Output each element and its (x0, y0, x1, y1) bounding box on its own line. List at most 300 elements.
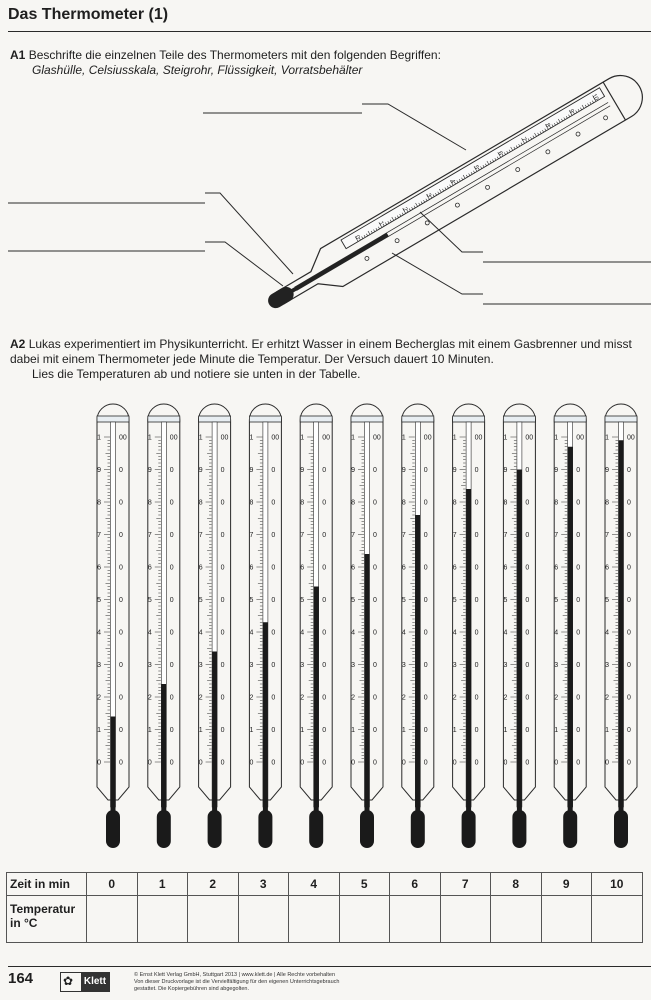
thermometer-10 (605, 404, 637, 848)
thermometer-row (0, 392, 651, 862)
scale-label: 0 (322, 532, 327, 539)
scale-label: 4 (97, 629, 101, 637)
scale-label: 00 (576, 434, 584, 442)
scale-label: 8 (97, 499, 101, 507)
scale-label: 0 (147, 759, 152, 767)
scale-label: 0 (119, 467, 123, 474)
scale-label: 5 (249, 597, 254, 604)
scale-label: 1 (198, 434, 203, 442)
scale-label: 2 (401, 694, 406, 702)
scale-label: 0 (423, 759, 428, 767)
temperature-input-cell[interactable] (137, 896, 188, 943)
scale-label: 9 (97, 467, 101, 474)
scale-label: 7 (401, 532, 406, 539)
thermometer-7 (453, 404, 485, 848)
task-a1-label: A1 (10, 48, 26, 62)
scale-label: 1 (147, 727, 152, 734)
scale-label: 0 (576, 759, 581, 767)
scale-label: 0 (169, 759, 174, 767)
scale-label: 0 (198, 759, 203, 767)
scale-label: 2 (249, 694, 254, 702)
scale-label: 7 (351, 532, 355, 539)
liquid-column (517, 470, 522, 818)
scale-label: 7 (554, 532, 559, 539)
reservoir-bulb (614, 810, 628, 848)
scale-label: 0 (119, 532, 123, 539)
cap-band (199, 416, 231, 422)
scale-label: 0 (353, 234, 361, 241)
scale-label: 0 (474, 532, 479, 539)
scale-label: 00 (373, 434, 381, 442)
thermometer-8 (503, 404, 535, 848)
scale-label: 00 (627, 434, 635, 442)
scale-label: 1 (452, 434, 457, 442)
scale-label: 0 (373, 499, 377, 507)
task-a1-terms: Glashülle, Celsiusskala, Steigrohr, Flüssigkeit, Vorratsbehälter (32, 63, 363, 77)
scale-label: 00 (525, 434, 534, 442)
scale-label: 0 (423, 662, 428, 669)
scale-label: 7 (147, 532, 152, 539)
scale-label: 0 (474, 759, 479, 767)
scale-label: 6 (97, 564, 101, 572)
liquid-column (365, 554, 370, 817)
scale-label: 0 (423, 629, 428, 637)
scale-label: 0 (97, 759, 101, 767)
scale-label: 00 (169, 434, 178, 442)
time-cell: 1 (137, 873, 188, 896)
scale-label: 7 (520, 136, 527, 143)
scale-label: 3 (300, 662, 305, 669)
scale-label: 3 (554, 662, 559, 669)
scale-label: 2 (605, 694, 609, 702)
scale-label: 0 (605, 759, 609, 767)
scale-label: 9 (249, 467, 254, 474)
scale-label: 0 (525, 597, 530, 604)
scale-label: 6 (605, 564, 609, 572)
reservoir-bulb (462, 810, 476, 848)
scale-label: 6 (554, 564, 559, 572)
scale-label: 0 (119, 727, 123, 734)
reservoir-bulb (157, 810, 171, 848)
temperature-input-cell[interactable] (339, 896, 390, 943)
scale-label: 3 (198, 662, 203, 669)
liquid-column (212, 652, 217, 818)
cap-band (249, 416, 281, 422)
scale-label: 3 (97, 662, 101, 669)
thermometer-0 (97, 404, 129, 848)
scale-label: 0 (525, 467, 530, 474)
scale-label: 0 (169, 727, 174, 734)
scale-label: 8 (554, 499, 559, 507)
scale-label: 0 (271, 499, 276, 507)
logo-text: Klett (81, 973, 109, 991)
scale-label: 0 (474, 499, 479, 507)
scale-label: 0 (169, 662, 174, 669)
task-a2-label: A2 (10, 337, 26, 351)
scale-label: 0 (322, 727, 327, 734)
scale-label: 5 (503, 597, 508, 604)
thermometer-5 (351, 404, 383, 848)
scale-label: 0 (525, 532, 530, 539)
scale-label: 9 (401, 467, 406, 474)
scale-label: 2 (97, 694, 101, 702)
scale-label: 5 (472, 164, 480, 171)
scale-label: 1 (554, 727, 559, 734)
scale-label: 0 (423, 564, 428, 572)
liquid-column (415, 515, 420, 817)
temperature-input-cell[interactable] (289, 896, 340, 943)
scale-label: 5 (554, 597, 559, 604)
scale-label: 0 (474, 694, 479, 702)
table-row-time (7, 873, 643, 896)
scale-label: 1 (351, 434, 355, 442)
results-table (6, 872, 643, 943)
scale-label: 2 (554, 694, 559, 702)
scale-label: 4 (351, 629, 355, 637)
cap-band (148, 416, 180, 422)
scale-label: 0 (169, 467, 174, 474)
time-cell: 0 (87, 873, 138, 896)
reservoir-bulb (563, 810, 577, 848)
scale-label: 0 (119, 694, 123, 702)
scale-label: 8 (351, 499, 355, 507)
time-cell: 5 (339, 873, 390, 896)
scale-label: 0 (300, 759, 305, 767)
scale-label: 6 (198, 564, 203, 572)
scale-label: 5 (97, 597, 101, 604)
time-cell: 2 (188, 873, 239, 896)
scale-label: 7 (249, 532, 254, 539)
scale-label: 5 (198, 597, 203, 604)
scale-label: 0 (423, 597, 428, 604)
scale-label: 0 (271, 564, 276, 572)
task-a2-instruction: Lukas experimentiert im Physikunterricht. Er erhitzt Wasser in einem Becherglas mit einem Gasbrenner und misst dabei mit einem Thermometer jede Minute die Temperatur. Der Versuch dauert 10 Minuten. (10, 337, 632, 366)
scale-label: 8 (198, 499, 203, 507)
scale-label: 1 (554, 434, 559, 442)
cap-band (402, 416, 434, 422)
cap-band (453, 416, 485, 422)
scale-label: 0 (474, 727, 479, 734)
scale-label: 6 (351, 564, 355, 572)
scale-label: 00 (271, 434, 280, 442)
scale-label: 0 (627, 759, 631, 767)
scale-label: 0 (322, 694, 327, 702)
scale-label: 0 (351, 759, 355, 767)
scale-label: 3 (503, 662, 508, 669)
scale-label: 4 (249, 629, 254, 637)
time-cell: 6 (390, 873, 441, 896)
thermometer-2 (199, 404, 231, 848)
scale-label: 0 (474, 564, 479, 572)
scale-label: 0 (271, 759, 276, 767)
scale-label: 0 (220, 564, 225, 572)
scale-label: 0 (322, 564, 327, 572)
reservoir-bulb (512, 810, 526, 848)
scale-label: 0 (474, 597, 479, 604)
table-row-temperature (7, 896, 643, 943)
scale-label: 0 (322, 662, 327, 669)
scale-label: 1 (97, 727, 101, 734)
temperature-input-cell[interactable] (440, 896, 491, 943)
scale-label: 1 (503, 434, 508, 442)
scale-label: 0 (169, 532, 174, 539)
reservoir-bulb (309, 810, 323, 848)
scale-label: 5 (452, 597, 457, 604)
scale-label: 0 (322, 597, 327, 604)
reservoir-bulb (208, 810, 222, 848)
scale-label: 0 (119, 759, 123, 767)
scale-label: 9 (147, 467, 152, 474)
scale-label: 0 (220, 629, 225, 637)
scale-label: 5 (401, 597, 406, 604)
scale-label: 0 (525, 564, 530, 572)
klett-logo (60, 972, 110, 992)
page-title: Das Thermometer (1) (8, 6, 169, 23)
scale-label: 0 (119, 499, 123, 507)
time-cell: 9 (541, 873, 592, 896)
scale-label: 0 (576, 467, 581, 474)
scale-label: 0 (220, 662, 225, 669)
temperature-input-cell[interactable] (188, 896, 239, 943)
scale-label: 0 (373, 564, 377, 572)
scale-label: 9 (554, 467, 559, 474)
scale-label: 5 (351, 597, 355, 604)
scale-label: 0 (249, 759, 254, 767)
scale-label: 0 (525, 499, 530, 507)
reservoir-bulb (106, 810, 120, 848)
scale-label: 0 (576, 564, 581, 572)
temperature-input-cell[interactable] (541, 896, 592, 943)
scale-label: 0 (322, 629, 327, 637)
liquid-column (619, 440, 624, 817)
scale-label: 9 (198, 467, 203, 474)
scale-label: 7 (503, 532, 508, 539)
scale-label: 1 (605, 727, 609, 734)
liquid-column (263, 622, 268, 817)
scale-label: 0 (119, 662, 123, 669)
scale-label: 6 (401, 564, 406, 572)
scale-label: 0 (525, 662, 530, 669)
scale-label: 8 (543, 122, 551, 129)
scale-label: 9 (605, 467, 609, 474)
legal-notice: © Ernst Klett Verlag GmbH, Stuttgart 2013 | www.klett.de | Alle Rechte vorbehalten Von dieser Druckvorlage ist die Vervielfältigung für den eigenen Unterrichtsgebrauch gestattet. Die Kopiergebühren sind abgegolten. (134, 972, 340, 992)
scale-label: 9 (300, 467, 305, 474)
scale-label: 0 (423, 467, 428, 474)
scale-label: 1 (97, 434, 101, 442)
scale-label: 0 (525, 759, 530, 767)
scale-label: 1 (198, 727, 203, 734)
scale-label: 0 (423, 532, 428, 539)
scale-label: 0 (373, 532, 377, 539)
scale-label: 5 (300, 597, 305, 604)
scale-label: 1 (249, 434, 254, 442)
scale-label: 1 (452, 727, 457, 734)
scale-label: 0 (525, 694, 530, 702)
liquid-column (568, 447, 573, 817)
scale-label: 0 (373, 597, 377, 604)
scale-label: 0 (373, 629, 377, 637)
task-a2-instruction-2: Lies die Temperaturen ab und notiere sie unten in der Tabelle. (32, 367, 361, 381)
scale-label: 0 (322, 759, 327, 767)
temperature-input-cell[interactable] (238, 896, 289, 943)
scale-label: 7 (97, 532, 101, 539)
scale-label: 0 (220, 499, 225, 507)
scale-label: 0 (271, 532, 276, 539)
scale-label: 00 (322, 434, 330, 442)
scale-label: 0 (627, 597, 631, 604)
scale-label: 6 (496, 150, 504, 157)
scale-label: 00 (474, 434, 483, 442)
scale-label: 0 (119, 597, 123, 604)
scale-label: 0 (322, 499, 327, 507)
scale-label: 0 (576, 727, 581, 734)
thermometer-3 (249, 404, 281, 848)
temperature-input-cell[interactable] (592, 896, 643, 943)
scale-label: 0 (220, 727, 225, 734)
scale-label: 0 (169, 499, 174, 507)
scale-label: 7 (198, 532, 203, 539)
thermometer-4 (300, 404, 332, 848)
scale-label: 3 (401, 662, 406, 669)
page-number: 164 (8, 970, 34, 987)
thermometer-9 (554, 404, 586, 848)
scale-label: 0 (322, 467, 327, 474)
scale-label: 3 (452, 662, 457, 669)
scale-label: 4 (554, 629, 559, 637)
scale-label: 2 (147, 694, 152, 702)
scale-label: 0 (271, 597, 276, 604)
scale-label: 0 (220, 694, 225, 702)
time-cell: 10 (592, 873, 643, 896)
thermometer-1 (148, 404, 180, 848)
scale-label: 4 (448, 178, 456, 185)
scale-label: 0 (627, 662, 631, 669)
scale-label: 6 (147, 564, 152, 572)
labeled-thermometer-diagram (0, 0, 651, 340)
cap-band (300, 416, 332, 422)
scale-label: 0 (627, 564, 631, 572)
scale-label: 0 (401, 759, 406, 767)
temperature-input-cell[interactable] (491, 896, 542, 943)
scale-label: 2 (198, 694, 203, 702)
scale-label: 0 (373, 759, 377, 767)
scale-label: 1 (401, 727, 406, 734)
scale-label: 6 (503, 564, 508, 572)
scale-label: 0 (576, 532, 581, 539)
scale-label: 0 (627, 467, 631, 474)
scale-label: 0 (627, 727, 631, 734)
scale-label: 0 (576, 662, 581, 669)
temperature-input-cell[interactable] (87, 896, 138, 943)
scale-label: 7 (300, 532, 305, 539)
liquid-column (466, 489, 471, 817)
temperature-input-cell[interactable] (390, 896, 441, 943)
reservoir-bulb (360, 810, 374, 848)
scale-label: 00 (220, 434, 229, 442)
scale-label: 1 (377, 220, 385, 227)
scale-label: 0 (474, 662, 479, 669)
scale-label: 0 (373, 662, 377, 669)
scale-label: 0 (627, 532, 631, 539)
scale-label: 1 (605, 434, 609, 442)
cap-band (554, 416, 586, 422)
scale-label: 0 (576, 694, 581, 702)
scale-label: 0 (525, 727, 530, 734)
task-a1-instruction: Beschrifte die einzelnen Teile des Thermometers mit den folgenden Begriffen: (28, 48, 441, 62)
scale-label: 0 (554, 759, 559, 767)
scale-label: 0 (271, 467, 276, 474)
time-cell: 3 (238, 873, 289, 896)
scale-label: 0 (627, 499, 631, 507)
scale-label: 0 (220, 467, 225, 474)
time-cell: 8 (491, 873, 542, 896)
scale-label: 00 (423, 434, 432, 442)
scale-label: 0 (423, 694, 428, 702)
time-cell: 4 (289, 873, 340, 896)
scale-label: 8 (605, 499, 609, 507)
reservoir-bulb (258, 810, 272, 848)
scale-label: 5 (147, 597, 152, 604)
scale-label: 0 (373, 467, 377, 474)
scale-label: 8 (452, 499, 457, 507)
scale-label: 0 (452, 759, 457, 767)
scale-label: 0 (576, 597, 581, 604)
scale-label: 0 (271, 694, 276, 702)
scale-label: 0 (373, 694, 377, 702)
scale-label: 4 (198, 629, 203, 637)
footer-divider (8, 966, 651, 967)
scale-label: 3 (605, 662, 609, 669)
scale-label: 4 (503, 629, 508, 637)
thermometer-6 (402, 404, 434, 848)
scale-label: 0 (119, 564, 123, 572)
scale-label: 8 (401, 499, 406, 507)
scale-label: 4 (147, 629, 152, 637)
reservoir-bulb (411, 810, 425, 848)
scale-label: 8 (503, 499, 508, 507)
scale-label: 3 (249, 662, 254, 669)
scale-label: 1 (249, 727, 254, 734)
scale-label: 0 (169, 694, 174, 702)
scale-label: 0 (423, 499, 428, 507)
time-header: Zeit in min (7, 873, 87, 896)
scale-label: 1 (401, 434, 406, 442)
scale-label: 3 (424, 192, 432, 199)
cap-band (605, 416, 637, 422)
scale-label: 0 (474, 467, 479, 474)
scale-label: 0 (119, 629, 123, 637)
scale-label: 0 (423, 727, 428, 734)
scale-label: 2 (503, 694, 508, 702)
scale-label: 9 (567, 108, 575, 115)
scale-label: 0 (271, 662, 276, 669)
task-a2 (10, 337, 645, 382)
scale-label: 0 (373, 727, 377, 734)
scale-label: 0 (220, 532, 225, 539)
scale-label: 9 (503, 467, 508, 474)
scale-label: 6 (249, 564, 254, 572)
klett-mark-icon: ✿ (63, 974, 74, 988)
scale-label: 8 (300, 499, 305, 507)
scale-label: 0 (169, 597, 174, 604)
scale-label: 0 (627, 629, 631, 637)
scale-label: 8 (249, 499, 254, 507)
liquid-column (161, 684, 166, 817)
scale-label: 0 (220, 759, 225, 767)
cap-band (97, 416, 129, 422)
scale-label: 1 (503, 727, 508, 734)
scale-label: 0 (169, 629, 174, 637)
